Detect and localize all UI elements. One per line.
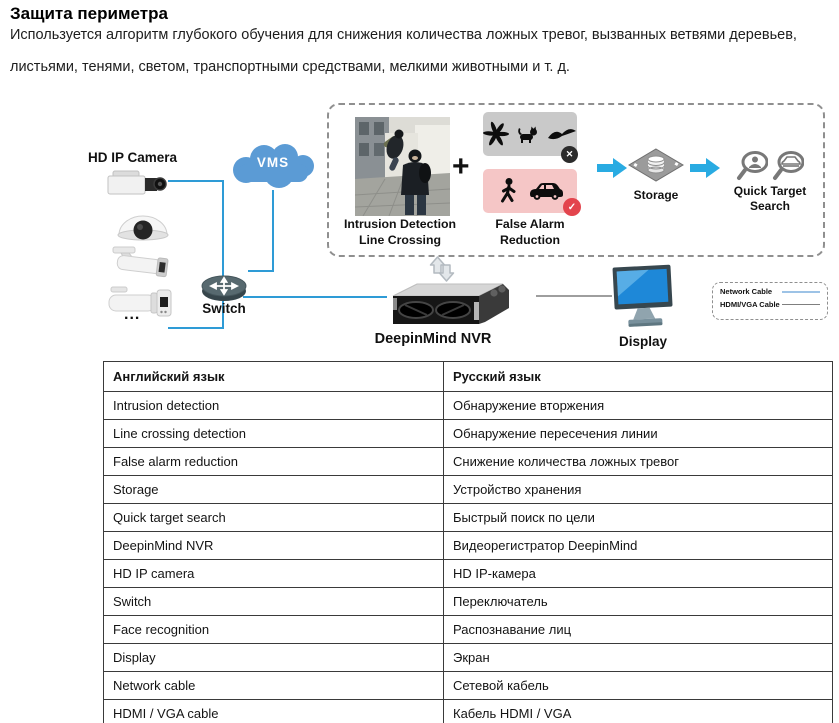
dome-camera-icon (113, 209, 173, 243)
table-row (104, 420, 833, 448)
cell-en: HDMI / VGA cable (104, 700, 444, 723)
bird-icon (547, 125, 577, 143)
cell-ru: Видеорегистратор DeepinMind (444, 532, 833, 560)
table-row (104, 644, 833, 672)
cell-ru: Переключатель (444, 588, 833, 616)
switch-label: Switch (202, 301, 246, 316)
table-row (104, 532, 833, 560)
cell-ru: Кабель HDMI / VGA (444, 700, 833, 723)
intrusion-label-line1: Intrusion Detection (343, 217, 457, 231)
cable-legend-box (712, 282, 828, 320)
table-row (104, 616, 833, 644)
network-cable-line (782, 291, 820, 293)
switch-icon (201, 274, 247, 302)
cell-ru: Снижение количества ложных тревог (444, 448, 833, 476)
more-cameras-ellipsis: ... (124, 306, 141, 323)
cell-en: Line crossing detection (104, 420, 444, 448)
storage-icon (628, 147, 684, 183)
cell-ru: Сетевой кабель (444, 672, 833, 700)
table-row (104, 504, 833, 532)
cell-ru: Обнаружение пересечения линии (444, 420, 833, 448)
storage-label: Storage (633, 188, 679, 202)
cell-ru: Экран (444, 644, 833, 672)
glossary-table (103, 361, 833, 723)
body-text-line2: листьями, тенями, светом, транспортными средствами, мелкими животными и т. д. (10, 59, 570, 75)
nvr-image (383, 278, 511, 332)
cell-en: Network cable (104, 672, 444, 700)
magnifier-person-icon (736, 151, 768, 181)
bullet-camera-icon (103, 245, 179, 281)
car-icon (528, 181, 564, 201)
hdmi-vga-cable-label: HDMI/VGA Cable (720, 300, 780, 309)
bullet-camera-icon-2 (103, 282, 179, 320)
cell-ru: Быстрый поиск по цели (444, 504, 833, 532)
vms-label: VMS (256, 155, 290, 170)
hd-ip-camera-label: HD IP Camera (88, 150, 178, 165)
cell-en: Intrusion detection (104, 392, 444, 420)
quick-target-label-line2: Search (749, 199, 791, 213)
table-row (104, 448, 833, 476)
cell-en: DeepinMind NVR (104, 532, 444, 560)
vms-cloud (224, 142, 322, 192)
cell-en: Display (104, 644, 444, 672)
cell-en: Face recognition (104, 616, 444, 644)
header-english: Английский язык (104, 362, 444, 392)
false-alarm-label-line1: False Alarm (495, 217, 565, 231)
cell-en: Quick target search (104, 504, 444, 532)
cell-ru: HD IP-камера (444, 560, 833, 588)
table-row (104, 476, 833, 504)
table-row (104, 392, 833, 420)
plus-sign: + (452, 150, 470, 183)
magnifier-car-icon (772, 151, 804, 181)
table-row (104, 560, 833, 588)
quick-target-search-icons (736, 151, 804, 181)
flow-arrow-icon (597, 157, 627, 179)
hdmi-vga-cable-line (782, 304, 820, 306)
check-badge: ✓ (563, 198, 581, 216)
table-row (104, 588, 833, 616)
display-label: Display (618, 334, 668, 349)
cell-en: Switch (104, 588, 444, 616)
x-badge: ✕ (561, 146, 578, 163)
table-row (104, 700, 833, 723)
cell-en: Storage (104, 476, 444, 504)
quick-target-label-line1: Quick Target (733, 184, 807, 198)
cell-en: HD IP camera (104, 560, 444, 588)
intrusion-photo (355, 117, 450, 216)
cell-ru: Обнаружение вторжения (444, 392, 833, 420)
nvr-label: DeepinMind NVR (374, 331, 492, 347)
branch-icon (483, 121, 509, 147)
flow-arrow-icon-2 (690, 157, 720, 179)
display-icon (610, 263, 680, 331)
table-header-row (104, 362, 833, 392)
false-alarm-label-line2: Reduction (499, 233, 561, 247)
cat-icon (516, 122, 540, 146)
body-text-line1: Используется алгоритм глубокого обучения для снижения количества ложных тревог, вызванных ветвями деревьев, (10, 27, 797, 43)
intrusion-label-line2: Line Crossing (359, 233, 441, 247)
network-cable-label: Network Cable (720, 287, 773, 296)
box-camera-icon (103, 166, 169, 202)
table-row (104, 672, 833, 700)
person-icon (497, 177, 521, 205)
page-title: Защита периметра (10, 4, 168, 23)
cell-ru: Устройство хранения (444, 476, 833, 504)
header-russian: Русский язык (444, 362, 833, 392)
cell-en: False alarm reduction (104, 448, 444, 476)
cell-ru: Распознавание лиц (444, 616, 833, 644)
